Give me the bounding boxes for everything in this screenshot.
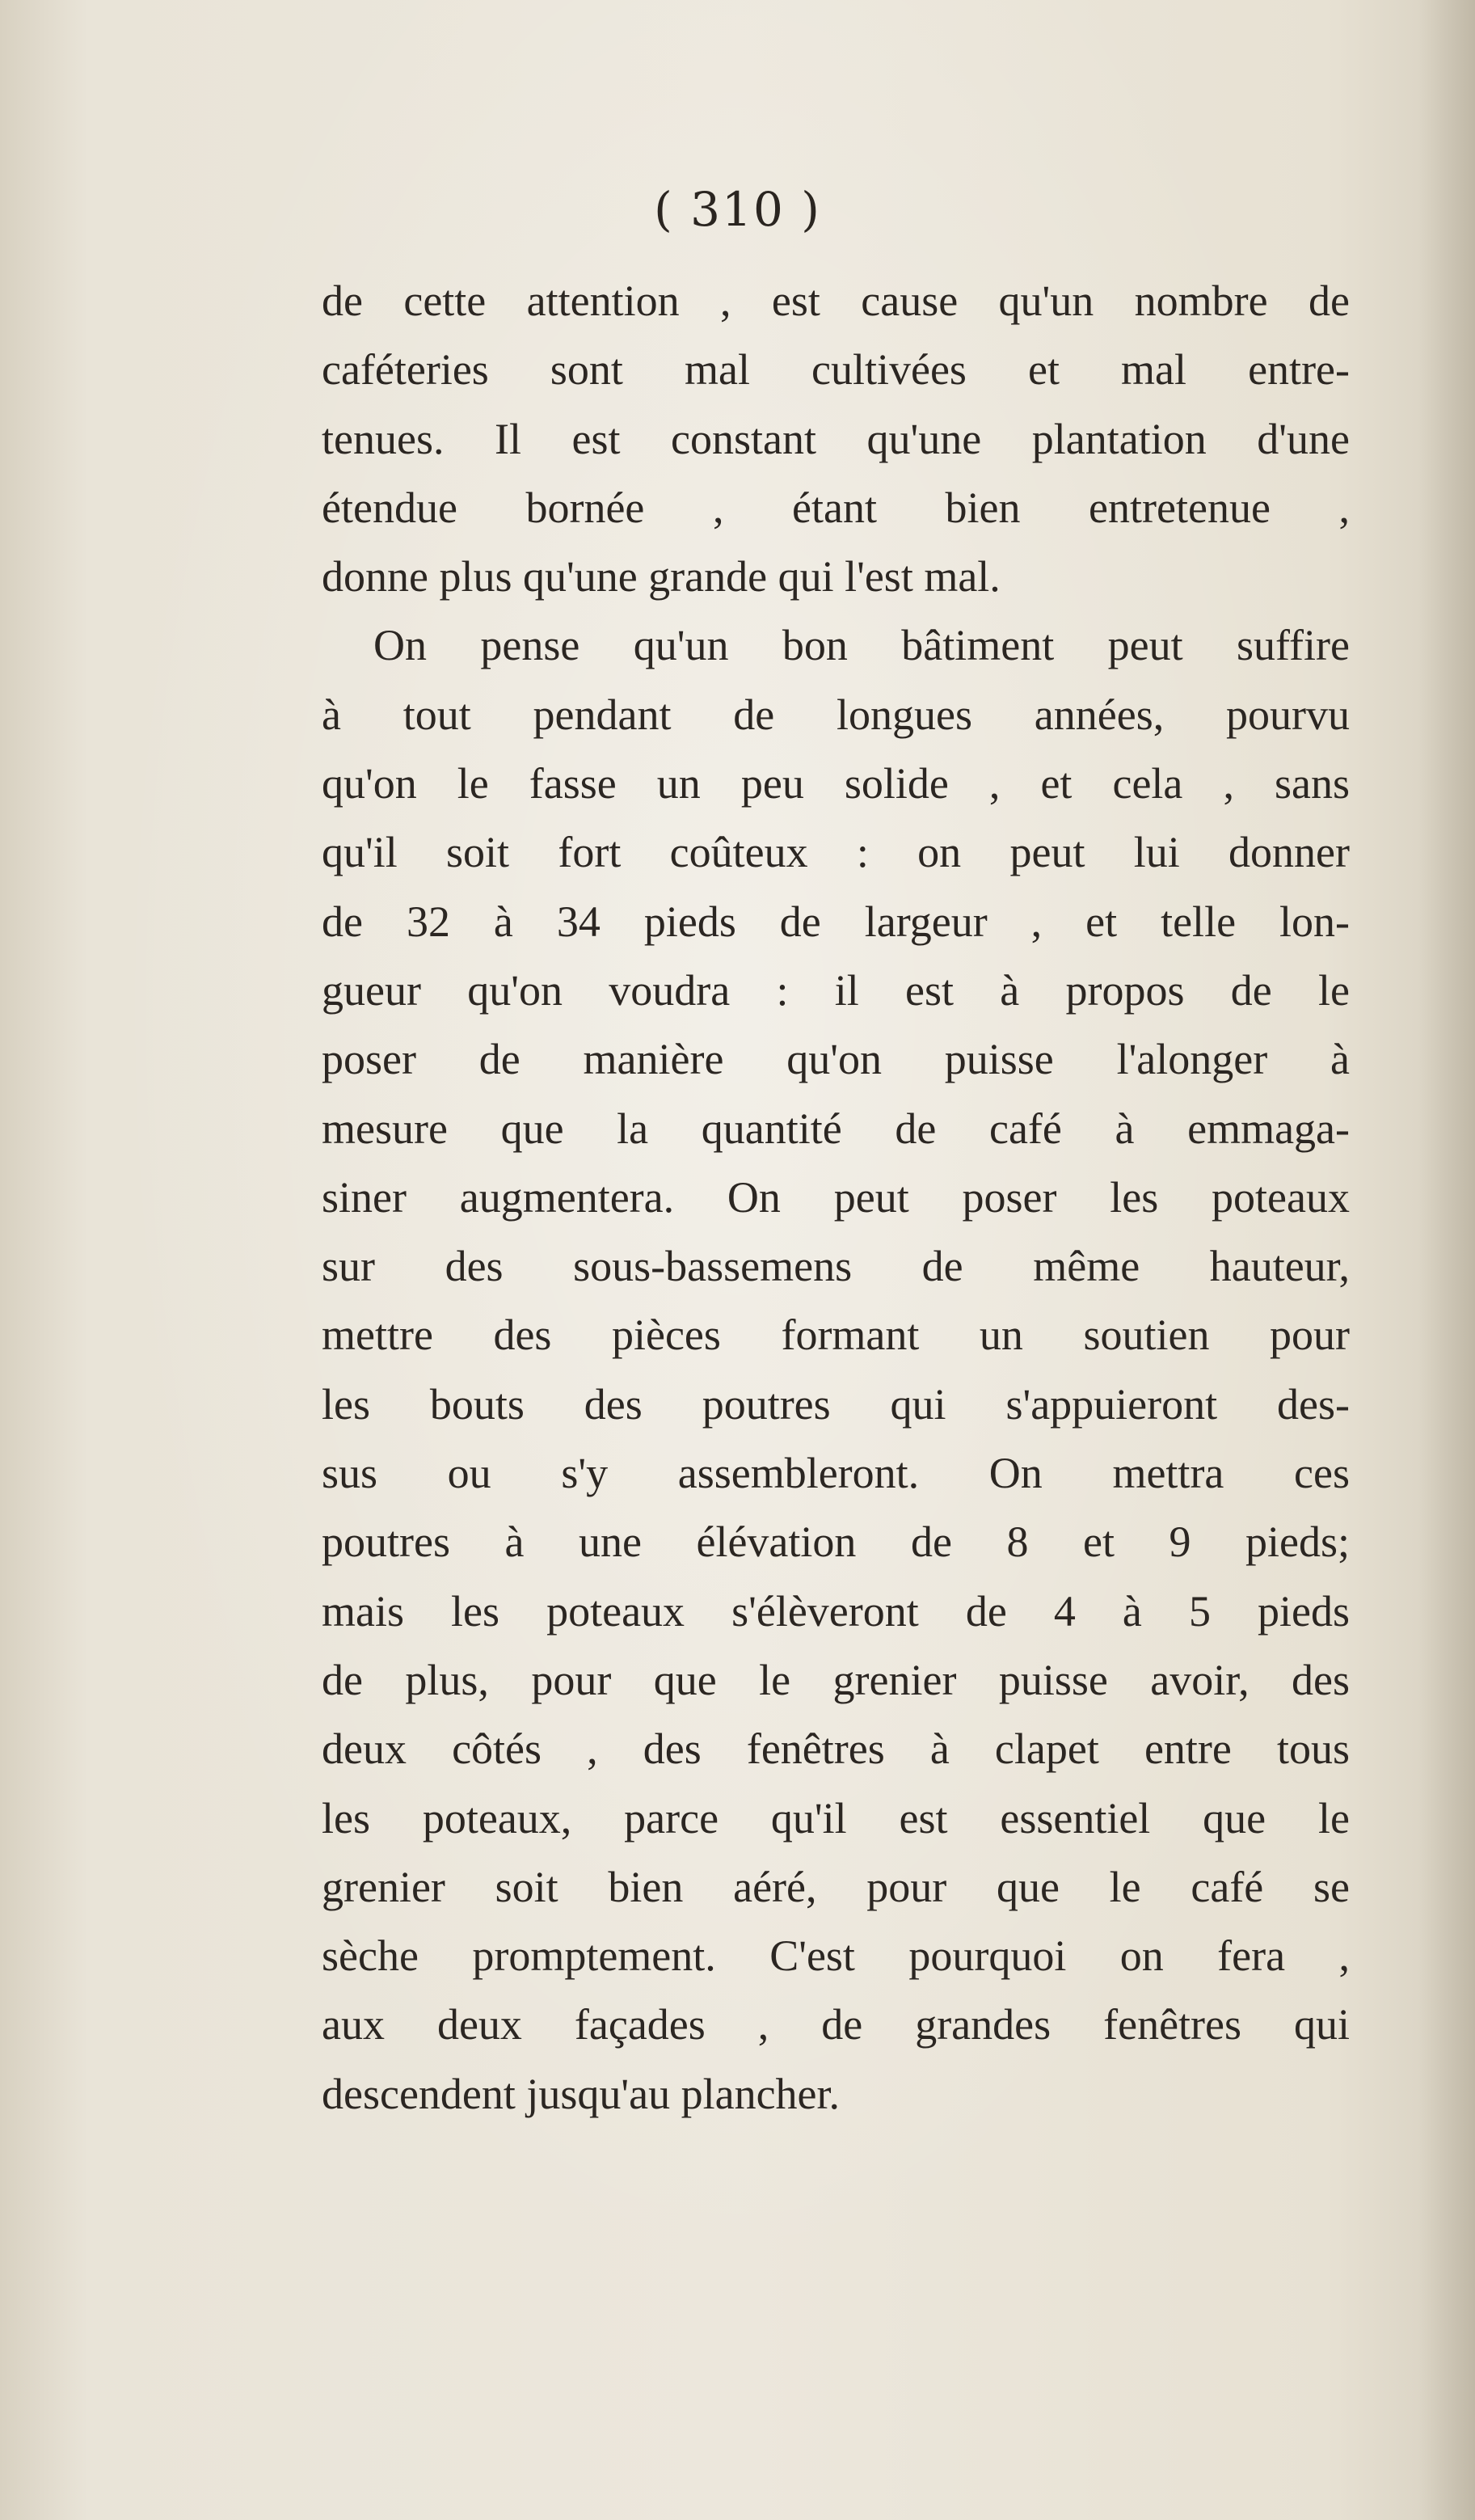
- text-line: aux deux façades , de grandes fenêtres qui: [322, 2000, 1350, 2049]
- text-line: deux côtés , des fenêtres à clapet entre tous: [322, 1724, 1350, 1774]
- text-line: étendue bornée , étant bien entretenue ,: [322, 483, 1350, 532]
- page-edge-shadow: [1418, 0, 1475, 2520]
- text-line: qu'il soit fort coûteux : on peut lui donner: [322, 828, 1350, 877]
- page-number: ( 310 ): [654, 182, 821, 237]
- text-line: siner augmentera. On peut poser les poteaux: [322, 1172, 1350, 1222]
- text-line: descendent jusqu'au plancher.: [322, 2069, 841, 2118]
- text-line: les poteaux, parce qu'il est essentiel que le: [322, 1793, 1350, 1843]
- text-line: On pense qu'un bon bâtiment peut suffire: [373, 621, 1350, 670]
- text-line: poser de manière qu'on puisse l'alonger à: [322, 1035, 1350, 1084]
- text-line: qu'on le fasse un peu solide , et cela , sans: [322, 759, 1350, 808]
- text-line: donne plus qu'une grande qui l'est mal.: [322, 552, 1001, 602]
- text-line: tenues. Il est constant qu'une plantation d'une: [322, 414, 1350, 463]
- text-line: à tout pendant de longues années, pourvu: [322, 690, 1350, 739]
- text-line: gueur qu'on voudra : il est à propos de le: [322, 965, 1350, 1015]
- text-line: de cette attention , est cause qu'un nombre de: [322, 276, 1350, 325]
- text-line: sus ou s'y assembleront. On mettra ces: [322, 1449, 1350, 1498]
- text-line: sur des sous-bassemens de même hauteur,: [322, 1242, 1350, 1291]
- text-line: mais les poteaux s'élèveront de 4 à 5 pieds: [322, 1586, 1350, 1636]
- text-line: mesure que la quantité de café à emmaga-: [322, 1104, 1350, 1153]
- text-line: grenier soit bien aéré, pour que le café se: [322, 1862, 1350, 1911]
- text-line: caféteries sont mal cultivées et mal entre-: [322, 345, 1350, 395]
- text-line: poutres à une élévation de 8 et 9 pieds;: [322, 1517, 1350, 1567]
- body-text: [322, 267, 1350, 2129]
- text-line: mettre des pièces formant un soutien pour: [322, 1311, 1350, 1360]
- text-line: de 32 à 34 pieds de largeur , et telle lon-: [322, 897, 1350, 946]
- text-line: de plus, pour que le grenier puisse avoir, des: [322, 1655, 1350, 1704]
- text-line: sèche promptement. C'est pourquoi on fera ,: [322, 1931, 1350, 1981]
- text-line: les bouts des poutres qui s'appuieront des-: [322, 1379, 1350, 1429]
